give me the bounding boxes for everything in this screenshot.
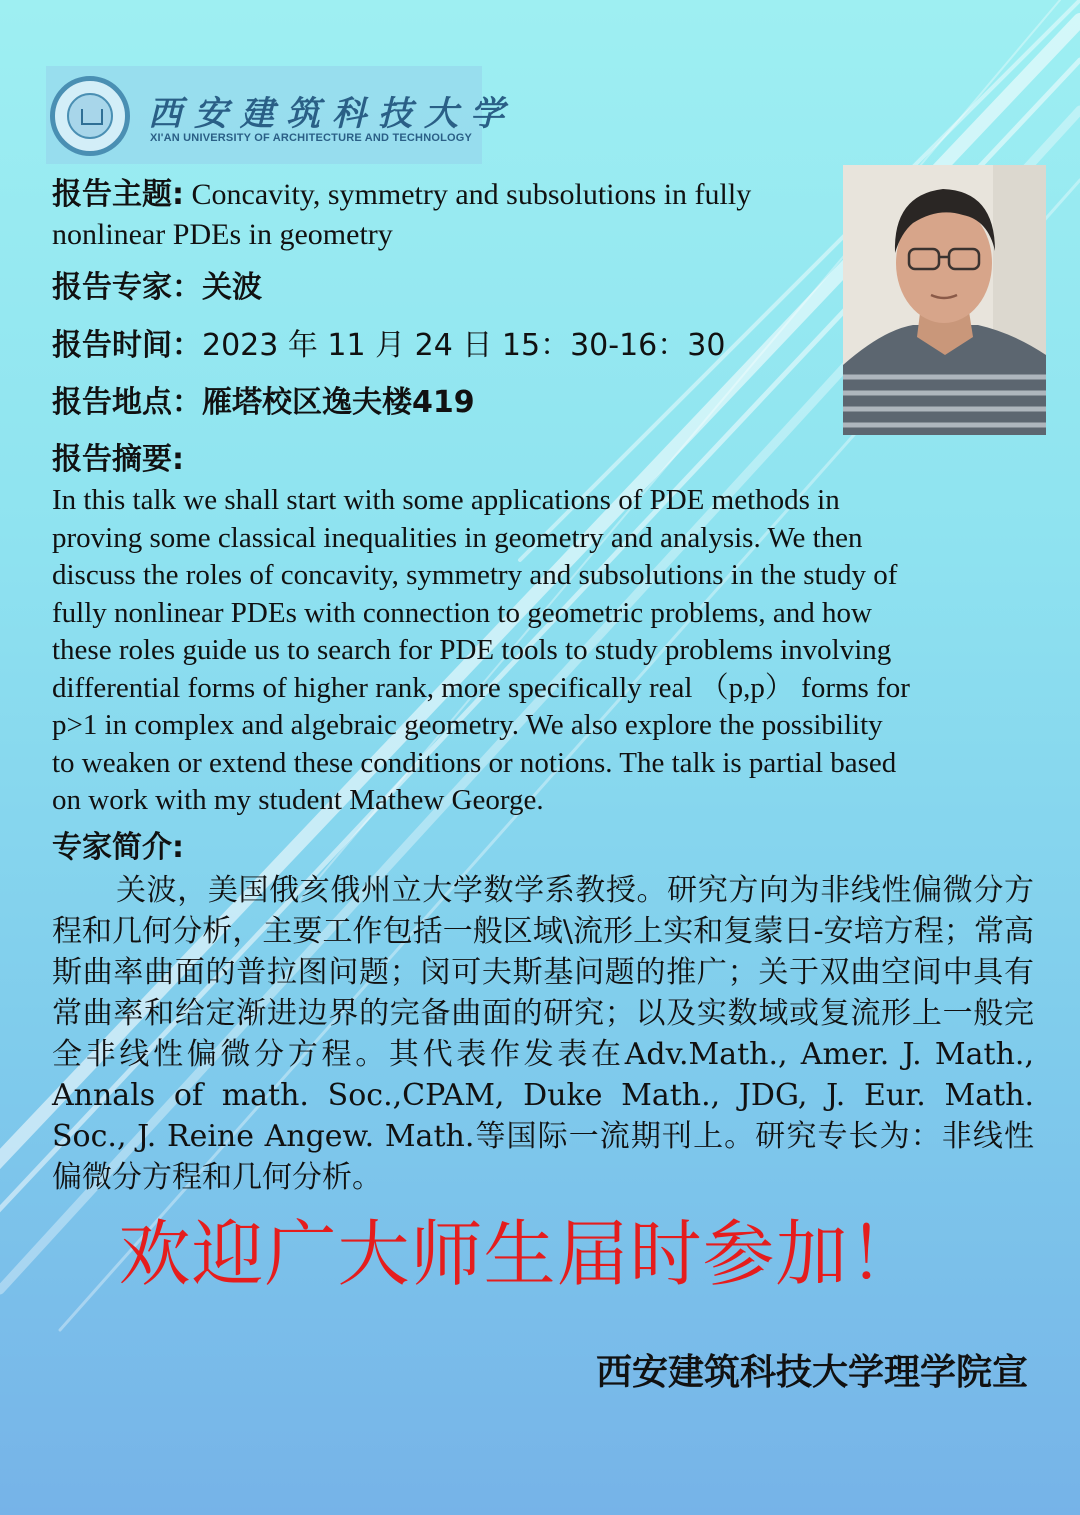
logo-chinese-name: 西安建筑科技大学 xyxy=(148,94,516,134)
logo-english-name: XI'AN UNIVERSITY OF ARCHITECTURE AND TECHNOLOGY xyxy=(150,132,473,144)
bio-text: 关波，美国俄亥俄州立大学数学系教授。研究方向为非线性偏微分方程和几何分析，主要工作包括一般区域\流形上实和复蒙日-安培方程；常高斯曲率曲面的普拉图问题；闵可夫斯基问题的推广；关于双曲空间中具有常曲率和给定渐进边界的完备曲面的研究；以及实数域或复流形上一般完全非线性偏微分方程。其代表作发表在Adv.Math., Amer. J. Math., Annals of math. Soc.,CPAM, Duke Math., JDG, J. Eur. Math. Soc., J. Reine Angew. Math.等国际一流期刊上。研究专长为：非线性偏微分方程和几何分析。 xyxy=(52,873,1034,1195)
abstract-line: In this talk we shall start with some applications of PDE methods in xyxy=(52,484,840,516)
abstract-text xyxy=(52,482,1028,820)
abstract-line: proving some classical inequalities in geometry and analysis. We then xyxy=(52,521,863,554)
abstract-line: p>1 in complex and algebraic geometry. We also explore the possibility xyxy=(52,709,883,741)
topic-label: 报告主题: xyxy=(52,177,184,212)
topic-value: Concavity, symmetry and subsolutions in fully nonlinear PDEs in geometry xyxy=(52,178,752,251)
speaker-value: 关波 xyxy=(202,270,262,305)
university-seal-icon xyxy=(50,76,130,156)
abstract-line: these roles guide us to search for PDE tools to study problems involving xyxy=(52,634,892,666)
abstract-line: on work with my student Mathew George. xyxy=(52,784,544,816)
abstract-line: fully nonlinear PDEs with connection to geometric problems, and how xyxy=(52,596,872,629)
bio-label: 专家简介: xyxy=(52,830,184,865)
abstract-line: differential forms of higher rank, more specifically real （p,p） forms for xyxy=(52,671,910,704)
abstract-line: discuss the roles of concavity, symmetry and subsolutions in the study of xyxy=(52,559,898,591)
university-logo xyxy=(46,66,516,164)
welcome-banner: 欢迎广大师生届时参加！ xyxy=(118,1212,922,1296)
talk-topic xyxy=(52,175,822,255)
place-value: 雁塔校区逸夫楼419 xyxy=(202,385,475,420)
speaker-label: 报告专家： xyxy=(52,270,202,305)
time-value: 2023 年 11 月 24 日 15：30-16：30 xyxy=(202,328,726,363)
speaker-photo xyxy=(843,165,1046,435)
talk-speaker xyxy=(52,268,262,308)
abstract-label: 报告摘要: xyxy=(52,442,184,477)
talk-place xyxy=(52,383,475,423)
organizer-footer: 西安建筑科技大学理学院宣 xyxy=(595,1352,1028,1393)
abstract-line: to weaken or extend these conditions or notions. The talk is partial based xyxy=(52,746,897,779)
place-label: 报告地点： xyxy=(52,385,202,420)
time-label: 报告时间： xyxy=(52,328,202,363)
talk-time xyxy=(52,326,725,366)
